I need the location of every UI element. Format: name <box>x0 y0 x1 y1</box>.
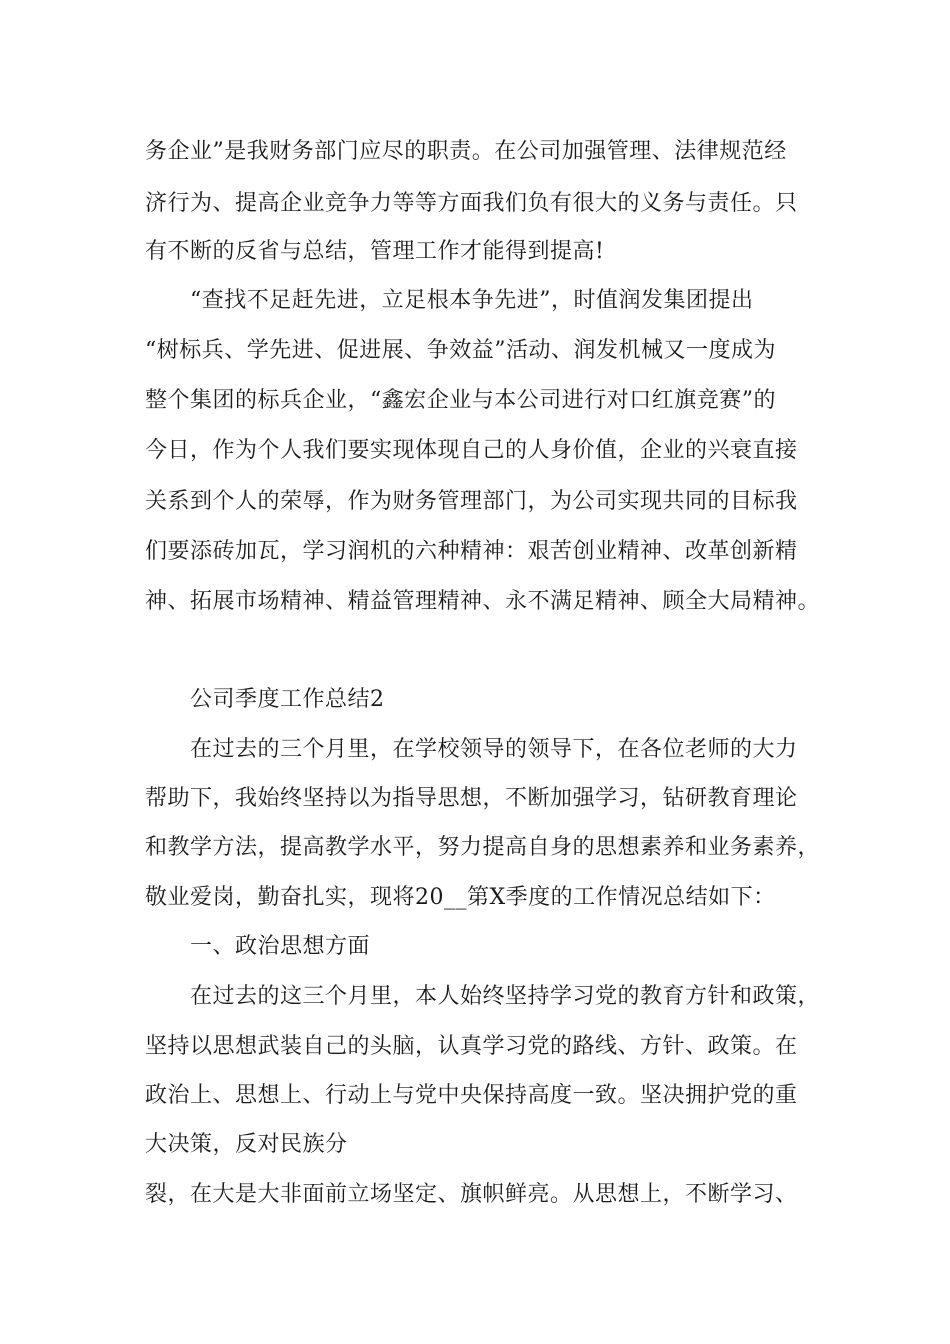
paragraph-line: 关系到个人的荣辱，作为财务管理部门，为公司实现共同的目标我 <box>145 489 798 514</box>
paragraph-line: 有不断的反省与总结，管理工作才能得到提高! <box>145 239 605 264</box>
paragraph-line: 坚持以思想武装自己的头脑，认真学习党的路线、方针、政策。在 <box>145 1034 798 1059</box>
paragraph-line: “查找不足赶先进，立足根本争先进”，时值润发集团提出 <box>190 288 754 313</box>
paragraph-line: 在过去的这三个月里，本人始终坚持学习党的教育方针和政策， <box>190 984 821 1009</box>
paragraph-line: 大决策，反对民族分 <box>145 1132 348 1157</box>
paragraph-line: 务企业”是我财务部门应尽的职责。在公司加强管理、法律规范经 <box>145 139 787 164</box>
paragraph-line: 政治上、思想上、行动上与党中央保持高度一致。坚决拥护党的重 <box>145 1083 798 1108</box>
paragraph-line: 裂，在大是大非面前立场坚定、旗帜鲜亮。从思想上，不断学习、 <box>145 1182 798 1207</box>
paragraph-line: 神、拓展市场精神、精益管理精神、永不满足精神、顾全大局精神。 <box>145 589 821 614</box>
paragraph-line: 和教学方法，提高教学水平，努力提高自身的思想素养和业务素养， <box>145 835 821 860</box>
paragraph-line: 敬业爱岗，勤奋扎实，现将20__第X季度的工作情况总结如下： <box>145 885 776 910</box>
paragraph-line: “树标兵、学先进、促进展、争效益”活动、润发机械又一度成为 <box>145 338 776 363</box>
paragraph-line: 整个集团的标兵企业，“鑫宏企业与本公司进行对口红旗竞赛”的 <box>145 388 776 413</box>
paragraph-line: 今日，作为个人我们要实现体现自己的人身价值，企业的兴衰直接 <box>145 438 798 463</box>
paragraph-line: 们要添砖加瓦，学习润机的六种精神：艰苦创业精神、改革创新精 <box>145 539 798 564</box>
paragraph-line: 帮助下，我始终坚持以为指导思想，不断加强学习，钻研教育理论 <box>145 786 798 811</box>
paragraph-line: 济行为、提高企业竞争力等等方面我们负有很大的义务与责任。只 <box>145 191 798 216</box>
subsection-heading: 一、政治思想方面 <box>190 934 371 959</box>
section-heading: 公司季度工作总结2 <box>190 687 385 712</box>
paragraph-line: 在过去的三个月里，在学校领导的领导下，在各位老师的大力 <box>190 737 798 762</box>
